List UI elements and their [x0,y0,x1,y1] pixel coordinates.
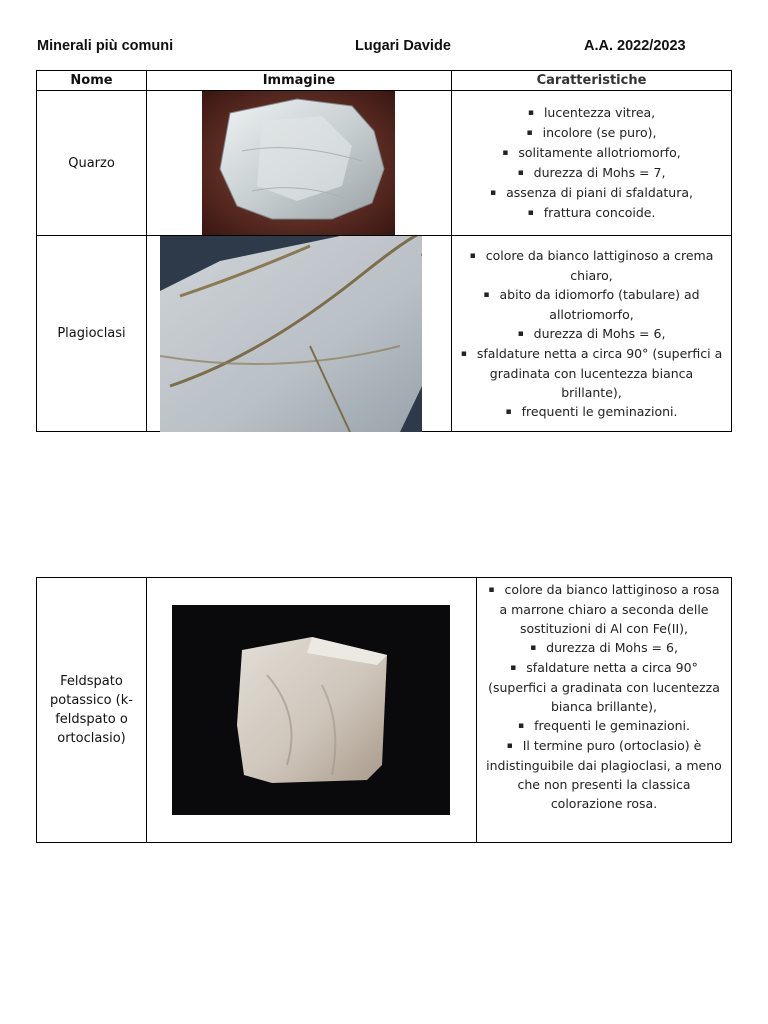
mineral-image-cell [147,91,452,236]
document-header [37,38,731,58]
mineral-image-cell [147,236,452,432]
list-item: ▪ abito da idiomorfo (tabulare) ad allotriomorfo, [483,286,700,322]
mineral-features-cell [477,578,732,843]
list-item: ▪ durezza di Mohs = 7, [517,165,666,180]
list-item: ▪ sfaldature netta a circa 90° (superfici a gradinata con lucentezza bianca brillante), [460,345,723,400]
list-item: ▪ frequenti le geminazioni. [505,403,678,419]
academic-year: A.A. 2022/2023 [584,38,686,54]
mineral-name: Quarzo [37,91,147,236]
document-title: Minerali più comuni [37,38,174,54]
list-item: ▪ colore da bianco lattiginoso a crema chiaro, [469,247,714,283]
list-item: ▪ lucentezza vitrea, [527,105,656,120]
table-row-quarzo [37,91,732,236]
list-item: ▪ durezza di Mohs = 6, [517,325,666,341]
quartz-photo [202,91,395,235]
mineral-name: Feldspato potassico (k-feldspato o ortoclasio) [37,578,147,843]
list-item: ▪ colore da bianco lattiginoso a rosa a marrone chiaro a seconda delle sostituzioni di Al con Fe(II), [488,582,720,636]
column-header-name: Nome [37,71,147,91]
features-list [452,101,731,225]
list-item: ▪ durezza di Mohs = 6, [530,640,678,655]
features-list [477,578,731,815]
table-header-row [37,71,732,91]
minerals-table [36,70,732,432]
list-item: ▪ incolore (se puro), [526,125,657,140]
table-row-feldspato-potassico [37,578,732,843]
list-item: ▪ frequenti le geminazioni. [518,718,690,733]
list-item: ▪ frattura concoide. [527,205,656,220]
plagioclase-photo [160,236,422,432]
list-item: ▪ solitamente allotriomorfo, [502,145,681,160]
list-item: ▪ assenza di piani di sfaldatura, [489,185,694,200]
mineral-features-cell [452,91,732,236]
features-list [452,244,731,424]
mineral-name: Plagioclasi [37,236,147,432]
mineral-features-cell [452,236,732,432]
table-row-plagioclasi [37,236,732,432]
mineral-image-cell [147,578,477,843]
list-item: ▪ Il termine puro (ortoclasio) è indistinguibile dai plagioclasi, a meno che non presenti la classica colorazione rosa. [486,738,722,811]
list-item: ▪ sfaldature netta a circa 90° (superfici a gradinata con lucentezza bianca brillante), [488,660,720,714]
orthoclase-photo [172,605,450,815]
minerals-table-continued [36,577,732,843]
column-header-image: Immagine [147,71,452,91]
column-header-features: Caratteristiche [452,71,732,91]
author-name: Lugari Davide [355,38,451,54]
